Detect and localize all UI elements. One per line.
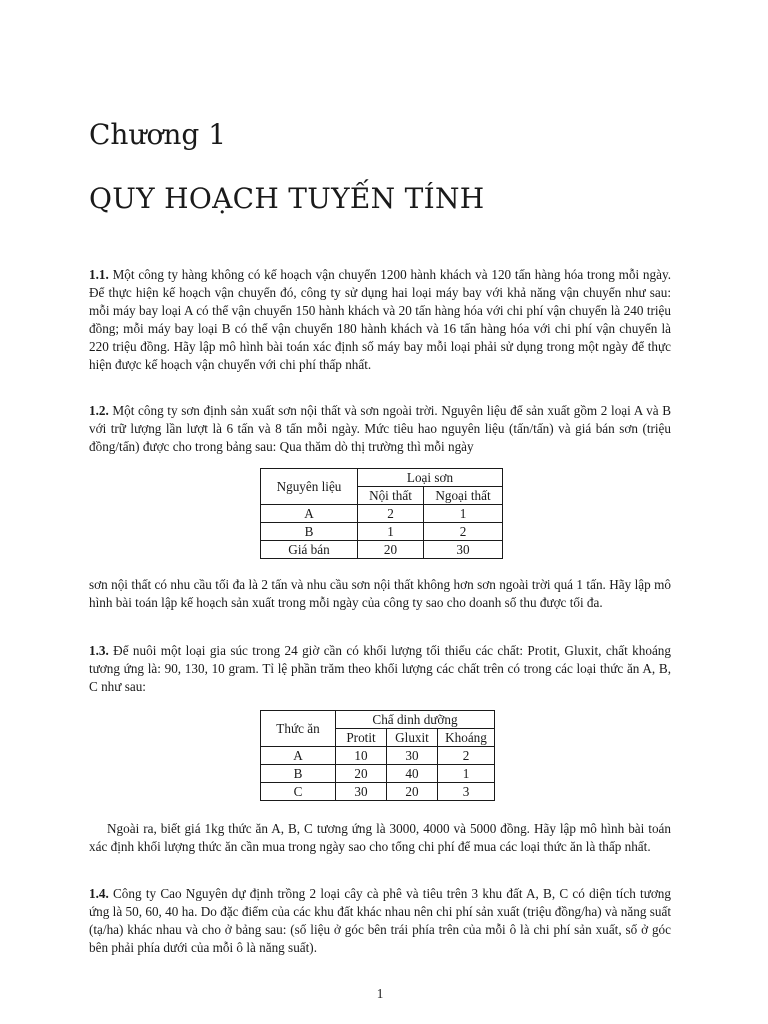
- page-number: 1: [376, 986, 384, 1001]
- table-cell: 1: [424, 505, 503, 523]
- table-row-label: B: [261, 765, 336, 783]
- table-cell: 30: [387, 747, 438, 765]
- problem-number: 1.4.: [89, 886, 109, 901]
- table-column-header: Gluxit: [387, 729, 438, 747]
- table-row-label: C: [261, 783, 336, 801]
- table-row: [261, 783, 495, 801]
- table-cell: 40: [387, 765, 438, 783]
- table-cell: 20: [336, 765, 387, 783]
- table-cell: 1: [438, 765, 495, 783]
- chapter-title: QUY HOẠCH TUYẾN TÍNH: [89, 182, 485, 215]
- table-group-header: Chấ dinh dưỡng: [336, 711, 495, 729]
- table-cell: 2: [424, 523, 503, 541]
- problem-1-1: [89, 266, 671, 373]
- table-column-header: Protit: [336, 729, 387, 747]
- problem-1-4: [89, 885, 671, 957]
- table-group-header: Loại sơn: [358, 469, 503, 487]
- table-cell: 2: [438, 747, 495, 765]
- table-row: [261, 541, 503, 559]
- problem-1-3: [89, 642, 671, 696]
- problem-number: 1.1.: [89, 267, 109, 282]
- table-corner-header: Thức ăn: [261, 711, 336, 747]
- table-row: [261, 523, 503, 541]
- table-row: [261, 747, 495, 765]
- table-row: [261, 765, 495, 783]
- table-cell: 3: [438, 783, 495, 801]
- table-corner-header: Nguyên liệu: [261, 469, 358, 505]
- table-cell: 20: [387, 783, 438, 801]
- document-page: [89, 0, 671, 1024]
- problem-1-3-continuation: Ngoài ra, biết giá 1kg thức ăn A, B, C tương ứng là 3000, 4000 và 5000 đồng. Hãy lập mô hình bài toán xác định khối lượng thức ăn cần mua trong ngày sao cho tổng chi phí để mua các loại thức ăn là thấp nhất.: [89, 821, 671, 854]
- table-row: [261, 505, 503, 523]
- problem-text: Một công ty sơn định sản xuất sơn nội thất và sơn ngoài trời. Nguyên liệu để sản xuất gồm 2 loại A và B với trữ lượng lần lượt là 6 tấn và 8 tấn mỗi ngày. Mức tiêu hao nguyên liệu (tấn/tấn) và giá bán sơn (triệu đồng/tấn) được cho trong bảng sau: Qua thăm dò thị trường thì mỗi ngày: [89, 403, 672, 454]
- table-row-label: Giá bán: [261, 541, 358, 559]
- table-cell: 20: [358, 541, 424, 559]
- table-column-header: Nội thất: [358, 487, 424, 505]
- table-row-label: A: [261, 505, 358, 523]
- problem-1-2-continuation: sơn nội thất có nhu cầu tối đa là 2 tấn và nhu cầu sơn nội thất không hơn sơn ngoài trời quá 1 tấn. Hãy lập mô hình bài toán lập kế hoạch sản xuất trong mỗi ngày của công ty sao cho doanh số thu được tối đa.: [89, 577, 671, 610]
- paint-table: [260, 468, 503, 559]
- table-cell: 30: [424, 541, 503, 559]
- problem-1-2: [89, 402, 671, 456]
- table-row-label: B: [261, 523, 358, 541]
- problem-text: Để nuôi một loại gia súc trong 24 giờ cần có khối lượng tối thiểu các chất: Protit, Gluxit, chất khoáng tương ứng là: 90, 130, 10 gram. Tỉ lệ phần trăm theo khối lượng các chất trên có trong các loại thức ăn A, B, C như sau:: [89, 643, 671, 694]
- problem-number: 1.3.: [89, 643, 109, 658]
- problem-number: 1.2.: [89, 403, 109, 418]
- table-cell: 2: [358, 505, 424, 523]
- problem-text: Công ty Cao Nguyên dự định trồng 2 loại cây cà phê và tiêu trên 3 khu đất A, B, C có diện tích tương ứng là 50, 60, 40 ha. Do đặc điểm của các khu đất khác nhau nên chi phí sản xuất (triệu đồng/ha) và năng suất (tạ/ha) khác nhau và cho ở bảng sau: (số liệu ở góc bên trái phía trên của mỗi ô là chi phí sản xuất, số ở góc bên phải phía dưới của mỗi ô là năng suất).: [89, 886, 671, 955]
- table-row-label: A: [261, 747, 336, 765]
- table-cell: 1: [358, 523, 424, 541]
- feed-table: [260, 710, 495, 801]
- problem-text: Một công ty hàng không có kế hoạch vận chuyển 1200 hành khách và 120 tấn hàng hóa trong mỗi ngày. Để thực hiện kế hoạch vận chuyển đó, công ty sử dụng hai loại máy bay với khả năng vận chuyển như sau: mỗi máy bay loại A có thể vận chuyển 150 hành khách và 20 tấn hàng hóa với chi phí vận chuyển là 240 triệu đồng; mỗi máy bay loại B có thể vận chuyển 180 hành khách và 16 tấn hàng hóa với chi phí vận chuyển là 220 triệu đồng. Hãy lập mô hình bài toán xác định số máy bay mỗi loại phải sử dụng trong một ngày để thực hiện được kế hoạch vận chuyển với chi phí thấp nhất.: [89, 267, 672, 372]
- chapter-heading: Chương 1: [89, 118, 227, 151]
- table-cell: 10: [336, 747, 387, 765]
- table-column-header: Khoáng: [438, 729, 495, 747]
- table-cell: 30: [336, 783, 387, 801]
- table-column-header: Ngoại thất: [424, 487, 503, 505]
